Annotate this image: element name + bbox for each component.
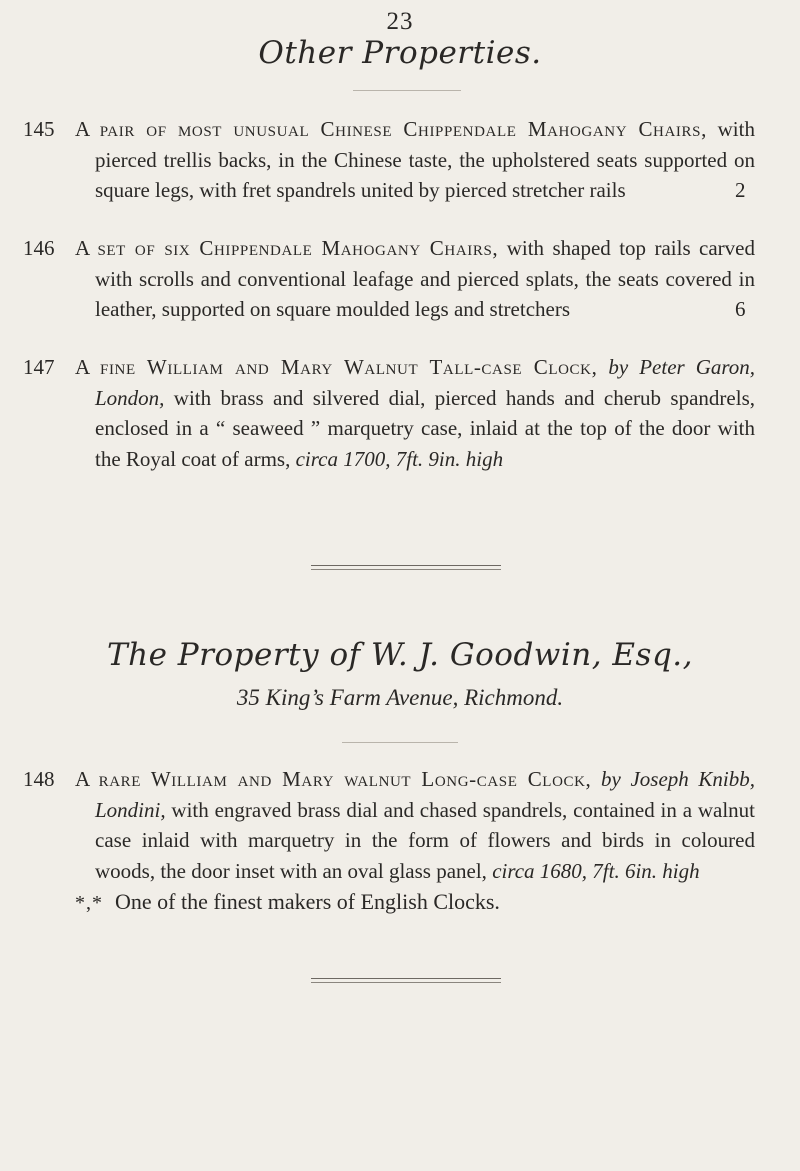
lot-heading: fine William and Mary Walnut Tall-case Clock, bbox=[100, 355, 598, 379]
section-subtitle: 35 King’s Farm Avenue, Richmond. bbox=[236, 685, 564, 710]
lot-circa: circa 1700, 7ft. 9in. high bbox=[290, 446, 504, 471]
lot-heading: rare William and Mary walnut Long-case Clock, bbox=[98, 767, 592, 791]
lot-maker: by Joseph Knibb, Londini, bbox=[95, 767, 756, 822]
lot-description: A pair of most unusual Chinese Chippendale Mahogany Chairs, with pierced trellis backs, in the Chinese taste, the upholstered seats supported on square legs, with fret spandrels united by pierced stretcher rails 2 bbox=[75, 117, 755, 202]
lot-body: with engraved brass dial and chased spandrels, contained in a walnut case inlaid with marquetry in the form of flowers and birds in coloured woods, the door inset with an oval glass panel, bbox=[95, 797, 755, 883]
lot-circa: circa 1680, 7ft. 6in. high bbox=[486, 858, 700, 883]
lot-number: 147 bbox=[23, 355, 55, 379]
lot-number: 148 bbox=[23, 767, 55, 791]
divider bbox=[342, 742, 458, 743]
divider bbox=[353, 90, 461, 91]
lot-lead: A bbox=[75, 236, 98, 260]
section-title: Other Properties. bbox=[258, 35, 542, 71]
divider bbox=[311, 978, 501, 983]
page-number: 23 bbox=[386, 8, 414, 35]
lot-description bbox=[75, 764, 755, 886]
asterism: *,* bbox=[75, 892, 103, 914]
lot-body: with shaped top rails carved with scrolls and conventional leafage and pierced splats, the seats covered in leather, supported on square moulded legs and stretchers bbox=[95, 236, 755, 321]
lot-body: with pierced trellis backs, in the Chinese taste, the upholstered seats supported on square legs, with fret spandrels united by pierced stretcher rails bbox=[95, 117, 755, 202]
lot-body: with brass and silvered dial, pierced hands and cherub spandrels, enclosed in a “ seaweed ” marquetry case, inlaid at the top of the door with the Royal coat of arms, bbox=[95, 385, 755, 471]
lot-description bbox=[75, 352, 755, 474]
lot-number: 146 bbox=[23, 236, 55, 260]
section-title: The Property of W. J. Goodwin, Esq., bbox=[106, 637, 694, 673]
lot-description: A set of six Chippendale Mahogany Chairs, with shaped top rails carved with scrolls and conventional leafage and pierced splats, the seats covered in leather, supported on square moulded legs and stretchers 6 bbox=[75, 236, 755, 321]
footnote bbox=[75, 889, 500, 915]
lot-heading: pair of most unusual Chinese Chippendale Mahogany Chairs, bbox=[99, 117, 707, 141]
lot-lead: A bbox=[75, 117, 100, 141]
footnote-text: One of the finest makers of English Clocks. bbox=[115, 889, 500, 914]
lot-lead: A bbox=[75, 355, 100, 379]
lot-number: 145 bbox=[23, 117, 55, 141]
lot-lead: A bbox=[75, 767, 99, 791]
lot-heading: set of six Chippendale Mahogany Chairs, bbox=[97, 236, 499, 260]
divider bbox=[311, 565, 501, 570]
lot-maker: by Peter Garon, London, bbox=[95, 355, 755, 410]
